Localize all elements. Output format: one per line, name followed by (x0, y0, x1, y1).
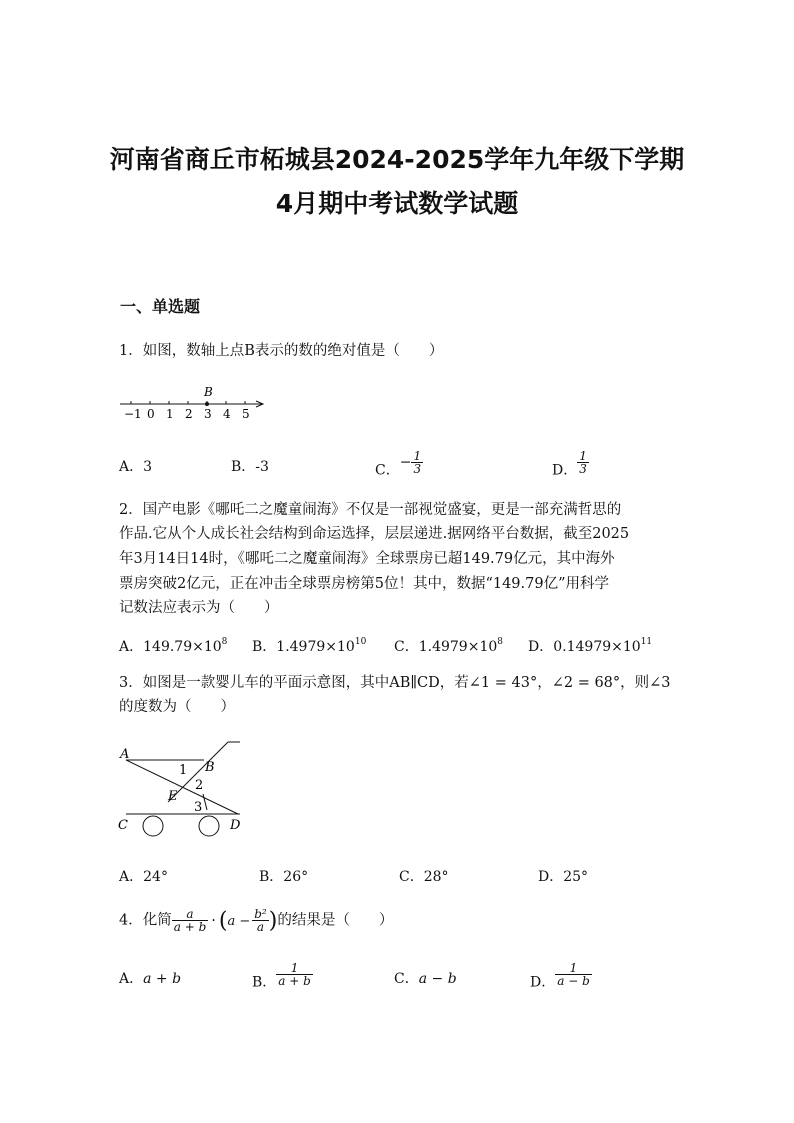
section-heading: 一、单选题 (120, 297, 201, 316)
option-exponent: 8 (221, 637, 228, 647)
stroller-figure (116, 738, 250, 842)
q3-option-a[interactable] (119, 866, 168, 886)
label-a: A (120, 747, 130, 762)
option-label: A． (119, 971, 144, 987)
q2-line-2: 作品.它从个人成长社会结构到命运选择，层层递进.据网络平台数据，截至2025 (119, 526, 630, 542)
option-label: C． (375, 462, 400, 479)
option-value: 24° (143, 869, 168, 885)
option-sign: − (399, 454, 412, 471)
q2-option-b[interactable] (252, 636, 366, 656)
q4-paren-close: ) (268, 908, 278, 934)
q4-prefix: 4．化简 (119, 912, 172, 929)
option-label: B． (231, 459, 256, 475)
angle-1-label: 1 (179, 763, 188, 778)
option-exponent: 11 (640, 637, 653, 647)
option-coefficient: 1.4979 (276, 639, 326, 655)
wheel-left (143, 816, 163, 836)
q2-line-3: 年3月14日14时，《哪吒二之魔童闹海》全球票房已超149.79亿元，其中海外 (119, 551, 615, 567)
option-label: A． (119, 639, 144, 655)
q4-option-b[interactable] (252, 962, 313, 992)
q1-stem: 1．如图，数轴上点B表示的数的绝对值是（ ） (119, 343, 444, 359)
option-label: C． (399, 869, 424, 885)
option-label: B． (259, 869, 284, 885)
label-e: E (168, 789, 178, 804)
option-label: D． (530, 974, 556, 991)
option-value: 3 (143, 459, 153, 475)
q1-option-a[interactable] (119, 456, 152, 476)
option-label: A． (119, 869, 144, 885)
q2-option-a[interactable] (119, 636, 227, 656)
option-coefficient: 149.79 (143, 639, 193, 655)
q4-option-d[interactable] (530, 962, 592, 992)
option-coefficient: 1.4979 (418, 639, 468, 655)
tick-label: 4 (223, 407, 231, 421)
tick-label: 2 (185, 407, 193, 421)
option-power-base: ×10 (325, 639, 355, 655)
tick-label: 5 (242, 407, 250, 421)
option-coefficient: 0.14979 (553, 639, 612, 655)
q4-inner-fraction: $\frac{\text{b²}}{a}$ (254, 907, 267, 934)
option-exponent: 10 (354, 637, 367, 647)
option-power-base: ×10 (192, 639, 222, 655)
option-label: D． (538, 869, 564, 885)
q1-option-d[interactable] (552, 450, 589, 480)
q3-line-2: 的度数为（ ） (119, 699, 235, 715)
option-fraction: $\frac{1}{a + b}$ (278, 961, 311, 988)
page-title-line-2: 4月期中考试数学试题 (275, 189, 519, 218)
q4-fraction: $\frac{a}{a + b}$ (173, 907, 207, 934)
point-b-label: B (204, 385, 213, 399)
option-fraction: $\frac{1}{3}$ (579, 449, 587, 476)
option-label: B． (252, 974, 277, 991)
option-fraction: $\frac{1}{3}$ (413, 449, 422, 476)
q2-line-5: 记数法应表示为（ ） (119, 600, 279, 616)
q4-dot: · (211, 912, 216, 929)
tick-label: 3 (204, 407, 212, 421)
option-label: D． (528, 639, 554, 655)
q4-suffix: 的结果是（ ） (277, 912, 394, 929)
option-label: B． (252, 639, 277, 655)
q4-option-a[interactable] (119, 968, 181, 988)
q4-paren-open: ( (218, 908, 228, 934)
q2-option-c[interactable] (394, 636, 503, 656)
q3-line-1: 3．如图是一款婴儿车的平面示意图，其中AB∥CD，若∠1 = 43°，∠2 = 68°，则∠3 (119, 675, 671, 691)
wheel-right (199, 816, 219, 836)
q1-option-c[interactable] (375, 450, 423, 480)
tick-label: 0 (147, 407, 155, 421)
option-value: -3 (255, 459, 269, 475)
angle-2-label: 2 (195, 778, 204, 793)
option-label: A． (119, 459, 144, 475)
option-label: C． (394, 639, 419, 655)
q3-option-b[interactable] (259, 866, 308, 886)
point-b-dot (205, 402, 209, 406)
label-b: B (205, 760, 215, 775)
q3-option-c[interactable] (399, 866, 449, 886)
q2-line-4: 票房突破2亿元，正在冲击全球票房榜第5位！其中，数据“149.79亿”用科学 (119, 576, 610, 592)
q4-option-c[interactable] (394, 968, 457, 988)
page-title-line-1: 河南省商丘市柘城县2024-2025学年九年级下学期 (109, 145, 685, 174)
option-label: D． (552, 462, 578, 479)
tick-label: 1 (166, 407, 174, 421)
option-label: C． (394, 971, 419, 987)
label-c: C (118, 818, 128, 833)
option-power-base: ×10 (467, 639, 498, 655)
q2-line-1: 2．国产电影《哪吒二之魔童闹海》不仅是一部视觉盛宴，更是一部充满哲思的 (119, 502, 622, 518)
q4-stem (119, 908, 393, 933)
option-value: 26° (283, 869, 309, 885)
option-value: a − b (418, 971, 457, 987)
q4-inner-term: a − (227, 913, 251, 929)
q1-option-b[interactable] (231, 456, 269, 476)
option-value: a + b (143, 971, 182, 987)
angle-3-label: 3 (194, 800, 203, 815)
number-line-figure (116, 382, 276, 426)
tick-label: −1 (124, 407, 142, 421)
option-exponent: 8 (497, 637, 503, 647)
option-value: 28° (423, 869, 449, 885)
option-fraction: $\frac{1}{a - b}$ (557, 961, 590, 988)
option-power-base: ×10 (611, 639, 641, 655)
label-d: D (230, 818, 241, 833)
q2-option-d[interactable] (528, 636, 652, 656)
option-value: 25° (563, 869, 589, 885)
q3-option-d[interactable] (538, 866, 588, 886)
